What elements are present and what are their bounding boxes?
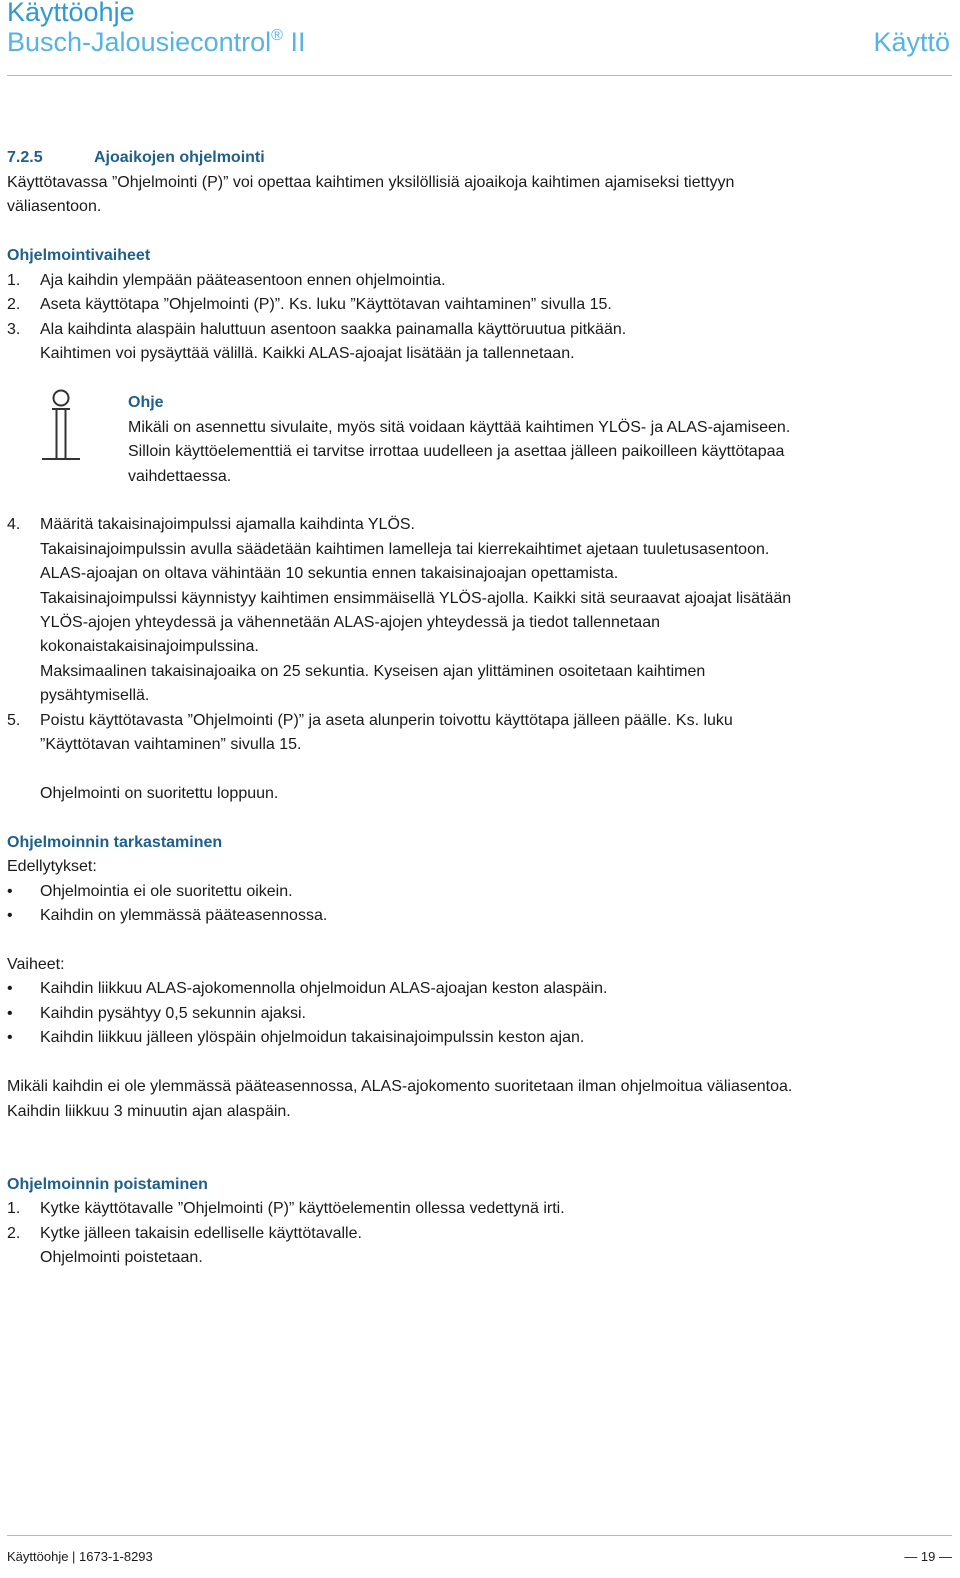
bullet: • [7, 907, 13, 924]
steps-heading: Ohjelmointivaiheet [7, 247, 151, 264]
footer-document-id: Käyttöohje | 1673-1-8293 [7, 1549, 153, 1564]
product-name-suffix: II [282, 27, 306, 57]
note-text: vaihdettaessa. [128, 468, 232, 485]
step-text: Aja kaihdin ylempään pääteasentoon ennen ohjelmointia. [40, 272, 446, 289]
note-text: Silloin käyttöelementtiä ei tarvitse irrottaa uudelleen ja asettaa jälleen paikoilleen käyttötapaa [128, 443, 785, 460]
section-title: Ajoaikojen ohjelmointi [94, 149, 265, 166]
check-step: Kaihdin liikkuu ALAS-ajokomennolla ohjelmoidun ALAS-ajoajan keston alaspäin. [40, 980, 608, 997]
step-text: ”Käyttötavan vaihtaminen” sivulla 15. [40, 736, 302, 753]
bullet: • [7, 883, 13, 900]
step-text: Poistu käyttötavasta ”Ohjelmointi (P)” ja aseta alunperin toivottu käyttötapa jälleen päälle. Ks. luku [40, 712, 733, 729]
section-number: 7.2.5 [7, 149, 43, 166]
step-number: 2. [7, 296, 21, 313]
intro-line: Käyttötavassa ”Ohjelmointi (P)” voi opettaa kaihtimen yksilöllisiä ajoaikoja kaihtimen ajamiseksi tiettyyn [7, 174, 735, 191]
intro-line: väliasentoon. [7, 198, 102, 215]
step-text: Määritä takaisinajoimpulssi ajamalla kaihdinta YLÖS. [40, 516, 415, 533]
step-text: kokonaistakaisinajoimpulssina. [40, 638, 259, 655]
step-number: 4. [7, 516, 21, 533]
step-text: Takaisinajoimpulssi käynnistyy kaihtimen ensimmäisellä YLÖS-ajolla. Kaikki sitä seuraavat ajoajat lisätään [40, 590, 792, 607]
steps-result: Ohjelmointi on suoritettu loppuun. [40, 785, 279, 802]
footer-divider [7, 1535, 952, 1536]
step-number: 1. [7, 1200, 21, 1217]
step-number: 5. [7, 712, 21, 729]
note-text: Mikäli on asennettu sivulaite, myös sitä voidaan käyttää kaihtimen YLÖS- ja ALAS-ajamiseen. [128, 419, 791, 436]
check-heading: Ohjelmoinnin tarkastaminen [7, 834, 223, 851]
info-icon [40, 388, 82, 462]
delete-step: Kytke käyttötavalle ”Ohjelmointi (P)” käyttöelementin ollessa vedettynä irti. [40, 1200, 565, 1217]
prereq-item: Ohjelmointia ei ole suoritettu oikein. [40, 883, 293, 900]
check-note: Mikäli kaihdin ei ole ylemmässä pääteasennossa, ALAS-ajokomento suoritetaan ilman ohjelmoitua väliasentoa. [7, 1078, 793, 1095]
delete-heading: Ohjelmoinnin poistaminen [7, 1176, 208, 1193]
bullet: • [7, 1029, 13, 1046]
bullet: • [7, 980, 13, 997]
step-text: YLÖS-ajojen yhteydessä ja vähennetään ALAS-ajojen yhteydessä ja tiedot tallennetaan [40, 614, 660, 631]
check-step: Kaihdin liikkuu jälleen ylöspäin ohjelmoidun takaisinajoimpulssin keston ajan. [40, 1029, 585, 1046]
prereq-label: Edellytykset: [7, 858, 97, 875]
check-step: Kaihdin pysähtyy 0,5 sekunnin ajaksi. [40, 1005, 306, 1022]
step-text: Kaihtimen voi pysäyttää välillä. Kaikki ALAS-ajoajat lisätään ja tallennetaan. [40, 345, 575, 362]
step-text: Maksimaalinen takaisinajoaika on 25 sekuntia. Kyseisen ajan ylittäminen osoitetaan kaihtimen [40, 663, 706, 680]
document-title: Käyttöohje [7, 0, 135, 27]
registered-mark: ® [271, 27, 283, 44]
bullet: • [7, 1005, 13, 1022]
check-note: Kaihdin liikkuu 3 minuutin ajan alaspäin. [7, 1103, 291, 1120]
step-number: 3. [7, 321, 21, 338]
delete-step: Ohjelmointi poistetaan. [40, 1249, 203, 1266]
step-text: Aseta käyttötapa ”Ohjelmointi (P)”. Ks. luku ”Käyttötavan vaihtaminen” sivulla 15. [40, 296, 612, 313]
product-name-text: Busch-Jalousiecontrol [7, 27, 272, 57]
step-text: Ala kaihdinta alaspäin haluttuun asentoon saakka painamalla käyttöruutua pitkään. [40, 321, 627, 338]
delete-step: Kytke jälleen takaisin edelliselle käyttötavalle. [40, 1225, 362, 1242]
step-number: 1. [7, 272, 21, 289]
prereq-item: Kaihdin on ylemmässä pääteasennossa. [40, 907, 328, 924]
check-steps-label: Vaiheet: [7, 956, 65, 973]
section-name: Käyttö [873, 27, 950, 57]
page-number: — 19 — [904, 1549, 952, 1564]
step-text: ALAS-ajoajan on oltava vähintään 10 sekuntia ennen takaisinajoajan opettamista. [40, 565, 619, 582]
step-number: 2. [7, 1225, 21, 1242]
step-text: pysähtymisellä. [40, 687, 150, 704]
header-divider [7, 75, 952, 76]
step-text: Takaisinajoimpulssin avulla säädetään kaihtimen lamelleja tai kierrekaihtimet ajetaan tuuletusasentoon. [40, 541, 770, 558]
product-name [7, 28, 305, 57]
note-title: Ohje [128, 394, 164, 411]
